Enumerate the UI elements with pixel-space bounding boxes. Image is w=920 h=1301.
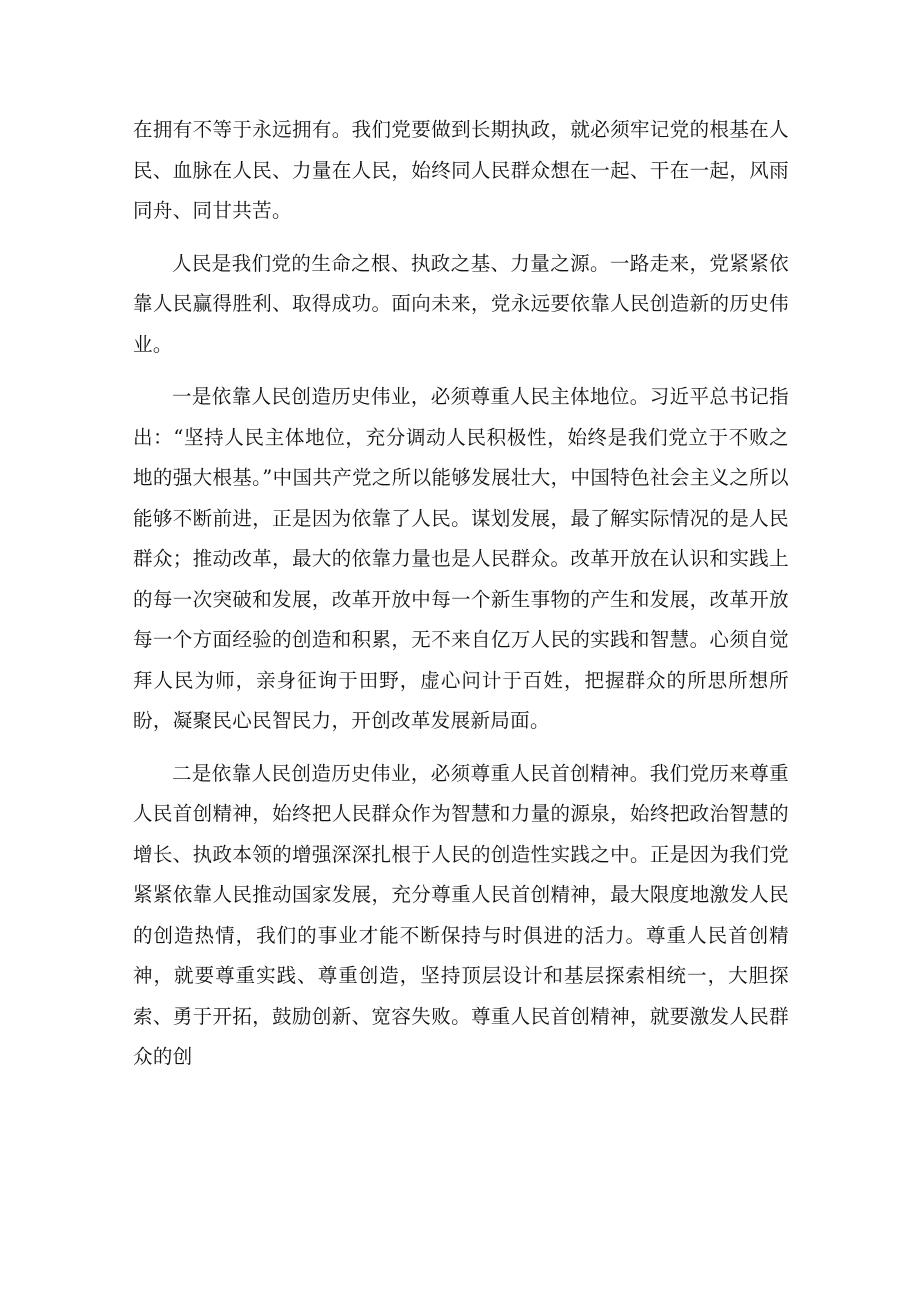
- paragraph-people-initiative: 二是依靠人民创造历史伟业，必须尊重人民首创精神。我们党历来尊重人民首创精神，始终把人民群众作为智慧和力量的源泉，始终把政治智慧的增长、执政本领的增强深深扎根于人民的创造性实践之中。正是因为我们党紧紧依靠人民推动国家发展，充分尊重人民首创精神，最大限度地激发人民的创造热情，我们的事业才能不断保持与时俱进的活力。尊重人民首创精神，就要尊重实践、尊重创造，坚持顶层设计和基层探索相统一，大胆探索、勇于开拓，鼓励创新、宽容失败。尊重人民首创精神，就要激发人民群众的创: [133, 761, 789, 1068]
- document-body: [133, 110, 789, 1090]
- paragraph-people-subject-status: 一是依靠人民创造历史伟业，必须尊重人民主体地位。习近平总书记指出：“坚持人民主体地位，充分调动人民积极性，始终是我们党立于不败之地的强大根基。”中国共产党之所以能够发展壮大，中国特色社会主义之所以能够不断前进，正是因为依靠了人民。谋划发展，最了解实际情况的是人民群众；推动改革，最大的依靠力量也是人民群众。改革开放在认识和实践上的每一次突破和发展，改革开放中每一个新生事物的产生和发展，改革开放每一个方面经验的创造和积累，无不来自亿万人民的实践和智慧。心须自觉拜人民为师，亲身征询于田野，虚心问计于百姓，把握群众的所思所想所盼，凝聚民心民智民力，开创改革发展新局面。: [133, 385, 789, 732]
- paragraph-people-root: 人民是我们党的生命之根、执政之基、力量之源。一路走来，党紧紧依靠人民赢得胜利、取得成功。面向未来，党永远要依靠人民创造新的历史伟业。: [133, 251, 789, 356]
- paragraph-continued: 在拥有不等于永远拥有。我们党要做到长期执政，就必须牢记党的根基在人民、血脉在人民、力量在人民，始终同人民群众想在一起、干在一起，风雨同舟、同甘共苦。: [133, 118, 789, 222]
